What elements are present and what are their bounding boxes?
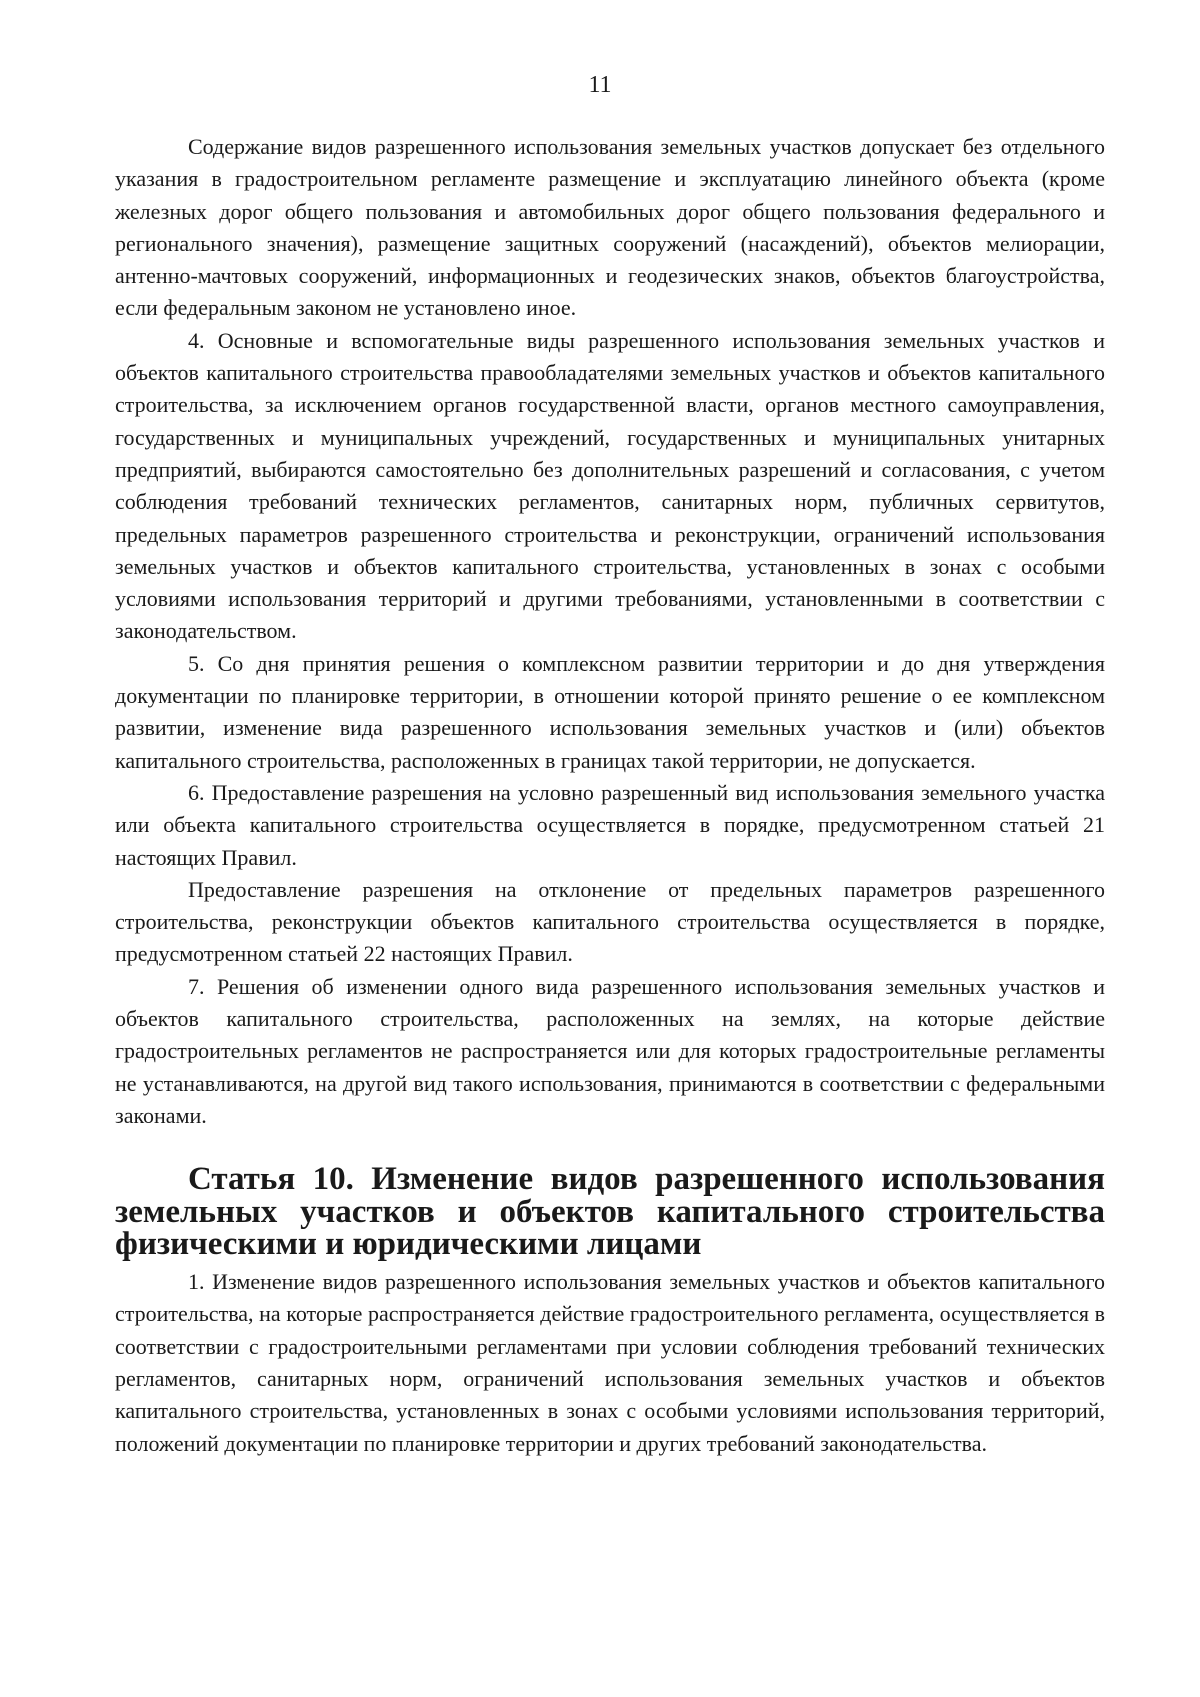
- article-heading: Статья 10. Изменение видов разрешенного использования земельных участков и объектов капитального строительства физическими и юридическими лицами: [115, 1161, 1105, 1262]
- document-body: [115, 131, 1105, 1460]
- paragraph-article-10-item-1: 1. Изменение видов разрешенного использования земельных участков и объектов капитального строительства, на которые распространяется действие градостроительного регламента, осуществляется в соответствии с градостроительными регламентами при условии соблюдения требований технических регламентов, санитарных норм, ограничений использования земельных участков и объектов капитального строительства, установленных в зонах с особыми условиями использования территорий, положений документации по планировке территории и других требований законодательства.: [115, 1269, 1105, 1456]
- paragraph-item-6: 6. Предоставление разрешения на условно разрешенный вид использования земельного участка или объекта капитального строительства осуществляется в порядке, предусмотренном статьей 21 настоящих Правил.: [115, 779, 1105, 870]
- paragraph-item-4: 4. Основные и вспомогательные виды разрешенного использования земельных участков и объектов капитального строительства правообладателями земельных участков и объектов капитального строительства, за исключением органов государственной власти, органов местного самоуправления, государственных и муниципальных учреждений, государственных и муниципальных унитарных предприятий, выбираются самостоятельно без дополнительных разрешений и согласования, с учетом соблюдения требований технических регламентов, санитарных норм, публичных сервитутов, предельных параметров разрешенного строительства и реконструкции, ограничений использования земельных участков и объектов капитального строительства, установленных в зонах с особыми условиями использования территорий и другими требованиями, установленными в соответствии с законодательством.: [115, 327, 1105, 644]
- paragraph-item-7: 7. Решения об изменении одного вида разрешенного использования земельных участков и объектов капитального строительства, расположенных на землях, на которые действие градостроительных регламентов не распространяется или для которых градостроительные регламенты не устанавливаются, на другой вид такого использования, принимаются в соответствии с федеральными законами.: [115, 973, 1105, 1128]
- page-number: 11: [588, 72, 612, 98]
- paragraph-permitted-uses-content: Содержание видов разрешенного использования земельных участков допускает без отдельного указания в градостроительном регламенте размещение и эксплуатацию линейного объекта (кроме железных дорог общего пользования и автомобильных дорог общего пользования федерального и регионального значения), размещение защитных сооружений (насаждений), объектов мелиорации, антенно-мачтовых сооружений, информационных и геодезических знаков, объектов благоустройства, если федеральным законом не установлено иное.: [115, 134, 1105, 321]
- paragraph-deviation-permit: Предоставление разрешения на отклонение от предельных параметров разрешенного строительства, реконструкции объектов капитального строительства осуществляется в порядке, предусмотренном статьей 22 настоящих Правил.: [115, 876, 1105, 967]
- paragraph-item-5: 5. Со дня принятия решения о комплексном развитии территории и до дня утверждения документации по планировке территории, в отношении которой принято решение о ее комплексном развитии, изменение вида разрешенного использования земельных участков и (или) объектов капитального строительства, расположенных в границах такой территории, не допускается.: [115, 650, 1105, 773]
